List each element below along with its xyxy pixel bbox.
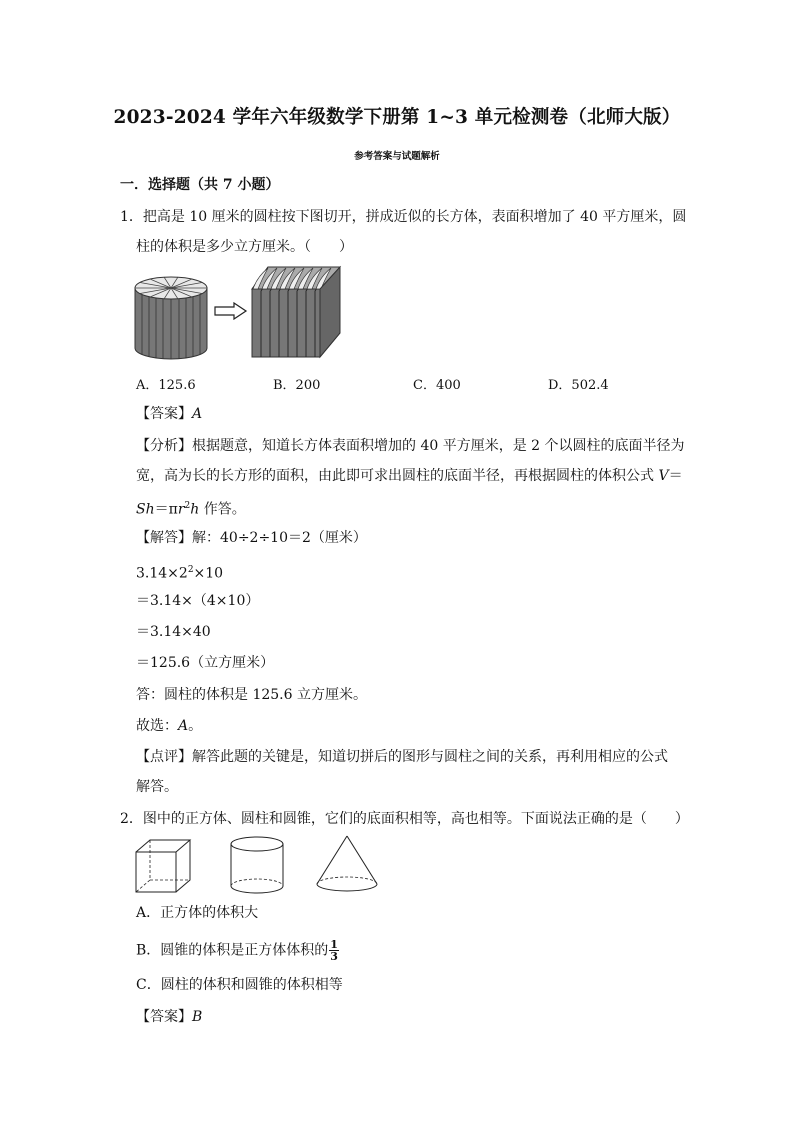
page-title: 2023-2024 学年六年级数学下册第 1~3 单元检测卷（北师大版） — [113, 107, 681, 128]
q1-reply: 答：圆柱的体积是 125.6 立方厘米。 — [136, 687, 367, 703]
answer-value: A — [192, 406, 203, 422]
analysis-text: 宽，高为长的长方形的面积，由此即可求出圆柱的底面半径，再根据圆柱的体积公式 — [136, 468, 659, 484]
formula-exponent: 2 — [184, 501, 191, 511]
answer-value: B — [192, 1009, 203, 1025]
formula-eq: ＝ — [668, 468, 683, 484]
calc-text: 3.14×2 — [136, 565, 188, 582]
option-text: B．圆锥的体积是正方体体积的 — [136, 942, 329, 959]
q1-choose — [136, 716, 202, 736]
answer-tag: 【答案】 — [136, 1009, 192, 1025]
q2-cube-figure — [134, 838, 192, 894]
comment-text: 解答此题的关键是，知道切拼后的图形与圆柱之间的关系，再利用相应的公式 — [192, 749, 668, 765]
choose-value: A — [178, 718, 189, 734]
q1-calc-line2: ＝3.14×（4×10） — [136, 593, 260, 609]
q1-calc-line1 — [136, 560, 223, 584]
analysis-tag: 【分析】 — [136, 438, 192, 454]
calc-exponent: 2 — [187, 565, 194, 575]
fraction-numerator: 1 — [330, 938, 338, 951]
q1-analysis-line1 — [136, 436, 685, 456]
q1-analysis-line3 — [136, 496, 246, 520]
q1-option-c: C．400 — [413, 378, 461, 393]
page-subtitle: 参考答案与试题解析 — [354, 151, 440, 162]
q1-stem-line1: 1．把高是 10 厘米的圆柱按下图切开，拼成近似的长方体，表面积增加了 40 平方厘米，圆 — [120, 209, 687, 225]
q1-answer — [136, 404, 202, 424]
q1-analysis-line2 — [136, 466, 683, 486]
q1-calc-line3: ＝3.14×40 — [136, 624, 211, 640]
q1-option-d: D．502.4 — [548, 378, 609, 393]
q1-stem-line2: 柱的体积是多少立方厘米。（ ） — [136, 239, 353, 255]
solution-tag: 【解答】 — [136, 530, 192, 546]
section-heading: 一．选择题（共 7 小题） — [120, 177, 280, 193]
fraction-one-third — [329, 939, 339, 962]
choose-text: 。 — [188, 718, 203, 734]
q2-stem: 2．图中的正方体、圆柱和圆锥，它们的底面积相等，高也相等。下面说法正确的是（ ） — [120, 811, 689, 827]
formula-pi: ＝π — [154, 501, 178, 518]
q1-option-a: A．125.6 — [136, 378, 196, 393]
q1-comment-line1 — [136, 747, 668, 767]
formula-v: V — [658, 468, 669, 484]
comment-tag: 【点评】 — [136, 749, 192, 765]
q1-solution-line1 — [136, 528, 367, 548]
q1-cylinder-figure — [132, 268, 210, 362]
q2-option-a: A．正方体的体积大 — [136, 905, 259, 921]
formula-sh: Sh — [136, 501, 155, 518]
analysis-text: 根据题意，知道长方体表面积增加的 40 平方厘米，是 2 个以圆柱的底面半径为 — [192, 438, 685, 454]
calc-text: ×10 — [193, 565, 224, 582]
fraction-denominator: 3 — [330, 950, 338, 963]
q1-calc-line4: ＝125.6（立方厘米） — [136, 655, 275, 671]
solution-text: 解：40÷2÷10＝2（厘米） — [192, 530, 367, 546]
q1-arrow-icon — [214, 302, 248, 320]
q2-option-b — [136, 939, 339, 962]
q1-comment-line2: 解答。 — [136, 779, 178, 795]
formula-r: r — [177, 501, 185, 518]
answer-tag: 【答案】 — [136, 406, 192, 422]
q2-cylinder-figure — [228, 834, 286, 896]
q1-option-b: B．200 — [273, 378, 321, 393]
q2-answer — [136, 1007, 202, 1027]
q1-cuboid-figure — [248, 265, 346, 363]
choose-text: 故选： — [136, 718, 178, 734]
q2-cone-figure — [314, 834, 380, 896]
formula-h: h — [190, 501, 200, 518]
q2-option-c: C．圆柱的体积和圆锥的体积相等 — [136, 977, 343, 993]
analysis-text: 作答。 — [199, 501, 246, 518]
